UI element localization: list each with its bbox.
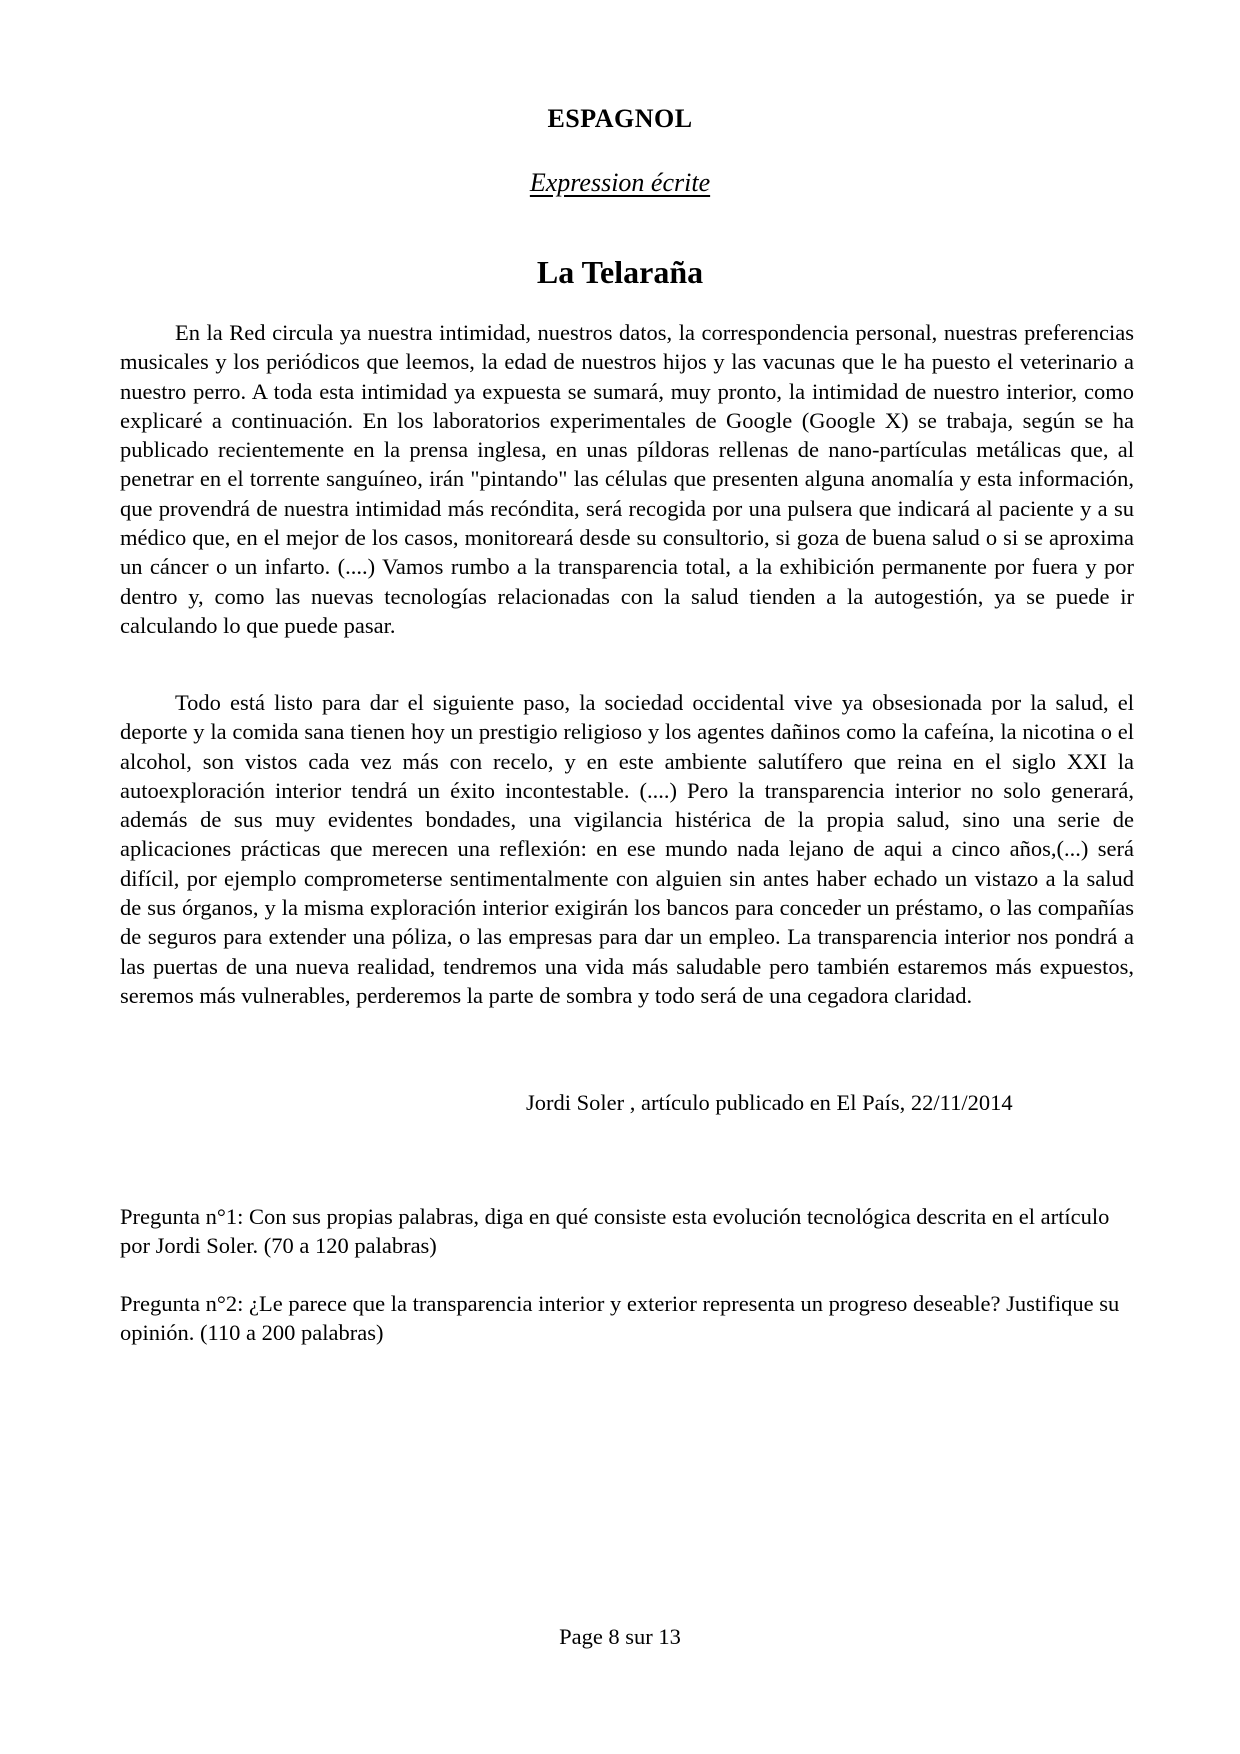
article-title: La Telaraña <box>536 254 704 290</box>
subject-heading: ESPAGNOL <box>547 104 693 133</box>
article-paragraph-1: En la Red circula ya nuestra intimidad, nuestros datos, la correspondencia personal, nuestras preferencias musicales y los periódicos que leemos, la edad de nuestros hijos y las vacunas que le ha puesto el veterinario a nuestro perro. A toda esta intimidad ya expuesta se sumará, muy pronto, la intimidad de nuestro interior, como explicaré a continuación. En los laboratorios experimentales de Google (Google X) se trabaja, según se ha publicado recientemente en la prensa inglesa, en unas píldoras rellenas de nano-partículas metálicas que, al penetrar en el torrente sanguíneo, irán "pintando" las células que presenten alguna anomalía y esta información, que provendrá de nuestra intimidad más recóndita, será recogida por una pulsera que indicará al paciente y a su médico que, en el mejor de los casos, monitoreará desde su consultorio, si goza de buena salud o si se aproxima un cáncer o un infarto. (....) Vamos rumbo a la transparencia total, a la exhibición permanente por fuera y por dentro y, como las nuevas tecnologías relacionadas con la salud tienden a la autogestión, ya se puede ir calculando lo que puede pasar. <box>120 320 1134 638</box>
section-heading-text: Expression écrite <box>529 168 711 197</box>
article-paragraph-2: Todo está listo para dar el siguiente paso, la sociedad occidental vive ya obsesionada por la salud, el deporte y la comida sana tienen hoy un prestigio religioso y los agentes dañinos como la cafeína, la nicotina o el alcohol, son vistos cada vez más con recelo, y en este ambiente salutífero que reina en el siglo XXI la autoexploración interior tendrá un éxito incontestable. (....) Pero la transparencia interior no solo generará, además de sus muy evidentes bondades, una vigilancia histérica de la propia salud, sino una serie de aplicaciones prácticas que merecen una reflexión: en ese mundo nada lejano de aqui a cinco años,(...) será difícil, por ejemplo comprometerse sentimentalmente con alguien sin antes haber echado un vistazo a la salud de sus órganos, y la misma exploración interior exigirán los bancos para conceder un préstamo, o las compañías de seguros para extender una póliza, o las empresas para dar un empleo. La transparencia interior nos pondrá a las puertas de una nueva realidad, tendremos una vida más saludable pero también estaremos más expuestos, seremos más vulnerables, perderemos la parte de sombra y todo será de una cegadora claridad. <box>120 690 1134 1008</box>
question-1: Pregunta n°1: Con sus propias palabras, diga en qué consiste esta evolución tecnológica descrita en el artículo por Jordi Soler. (70 a 120 palabras) <box>120 1204 1110 1258</box>
section-heading <box>0 168 1240 198</box>
page-number: Page 8 sur 13 <box>559 1624 681 1649</box>
question-2: Pregunta n°2: ¿Le parece que la transparencia interior y exterior representa un progreso deseable? Justifique su opinión. (110 a 200 palabras) <box>120 1291 1120 1345</box>
article-attribution: Jordi Soler , artículo publicado en El País, 22/11/2014 <box>526 1090 1013 1115</box>
